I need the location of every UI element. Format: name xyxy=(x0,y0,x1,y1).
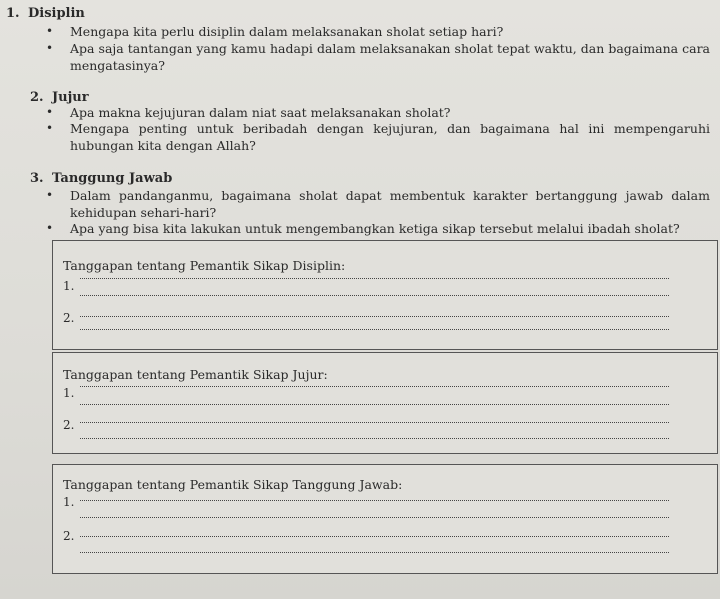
bullet-icon: • xyxy=(46,24,54,38)
bullet-icon: • xyxy=(46,221,54,235)
response-box-disiplin xyxy=(52,240,718,350)
answer-line[interactable] xyxy=(80,316,669,317)
answer-number-1: 1. xyxy=(63,279,75,293)
answer-line[interactable] xyxy=(80,422,669,423)
answer-line[interactable] xyxy=(80,438,669,439)
section-3-question-1: • Dalam pandanganmu, bagaimana sholat dapat membentuk karakter bertanggung jawab dalam kehidupan sehari-hari? xyxy=(46,188,710,220)
section-3-heading: 3. Tanggung Jawab xyxy=(30,171,173,186)
answer-line[interactable] xyxy=(80,536,669,537)
response-box-title: Tanggapan tentang Pemantik Sikap Tanggung Jawab: xyxy=(63,477,403,492)
answer-number-2: 2. xyxy=(63,311,75,325)
answer-line[interactable] xyxy=(80,552,669,553)
answer-number-2: 2. xyxy=(63,529,75,543)
section-2-question-2: • Mengapa penting untuk beribadah dengan kejujuran, dan bagaimana hal ini mempengaruhi hubungan kita dengan Allah? xyxy=(46,121,710,153)
answer-number-1: 1. xyxy=(63,386,75,400)
answer-number-2: 2. xyxy=(63,418,75,432)
bullet-icon: • xyxy=(46,188,54,202)
section-1-heading: 1. Disiplin xyxy=(6,6,85,21)
bullet-icon: • xyxy=(46,105,54,119)
bullet-icon: • xyxy=(46,41,54,55)
response-box-tanggung-jawab xyxy=(52,464,718,574)
response-box-title: Tanggapan tentang Pemantik Sikap Jujur: xyxy=(63,367,328,382)
answer-line[interactable] xyxy=(80,278,669,279)
section-1-question-2: • Apa saja tantangan yang kamu hadapi dalam melaksanakan sholat tepat waktu, dan bagaimana cara mengatasinya? xyxy=(46,41,710,73)
answer-number-1: 1. xyxy=(63,495,75,509)
answer-line[interactable] xyxy=(80,517,669,518)
section-3-question-2: • Apa yang bisa kita lakukan untuk mengembangkan ketiga sikap tersebut melalui ibadah sholat? xyxy=(46,221,680,236)
answer-line[interactable] xyxy=(80,295,669,296)
answer-line[interactable] xyxy=(80,500,669,501)
section-1-question-1: • Mengapa kita perlu disiplin dalam melaksanakan sholat setiap hari? xyxy=(46,24,504,39)
response-box-jujur xyxy=(52,352,718,454)
section-2-question-1: • Apa makna kejujuran dalam niat saat melaksanakan sholat? xyxy=(46,105,451,120)
answer-line[interactable] xyxy=(80,386,669,387)
section-2-heading: 2. Jujur xyxy=(30,90,89,105)
answer-line[interactable] xyxy=(80,404,669,405)
response-box-title: Tanggapan tentang Pemantik Sikap Disiplin: xyxy=(63,258,346,273)
answer-line[interactable] xyxy=(80,329,669,330)
bullet-icon: • xyxy=(46,121,54,135)
